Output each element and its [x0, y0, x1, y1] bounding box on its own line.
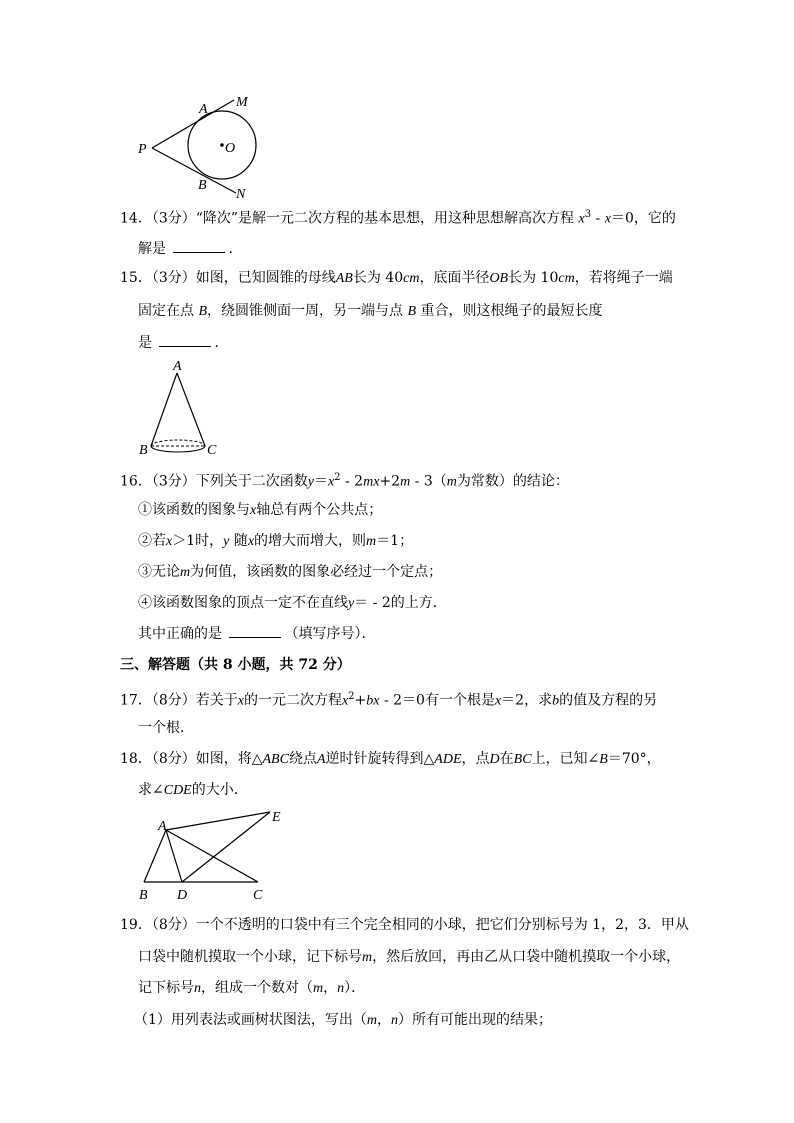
label-n: N: [236, 187, 246, 202]
tri-label-c: C: [253, 888, 263, 903]
q15-answer-blank[interactable]: [159, 334, 211, 347]
q15-ab: AB: [335, 271, 353, 286]
q16-t4: - 3（: [410, 473, 447, 490]
q15-t6: 固定在点: [138, 303, 199, 319]
q16-m: m: [400, 474, 411, 490]
q17-x3: x: [494, 693, 502, 709]
s3-a: ③无论: [138, 564, 180, 580]
q15-cm2: cm: [558, 271, 575, 286]
q18-ade: ADE: [434, 752, 462, 767]
s2-x: x: [166, 534, 173, 549]
s2-c: 随: [229, 533, 248, 549]
q15-cm1: cm: [403, 271, 420, 286]
q19-t9: ）所有可能出现的结果；: [398, 1012, 553, 1028]
q15-answer-label: 是: [138, 335, 157, 351]
q19-t1: 口袋中随机摸取一个小球，记下标号: [138, 949, 362, 965]
label-b: B: [198, 178, 207, 193]
q18-t3: 逆时针旋转得到△: [325, 751, 435, 767]
question-18-line-1: [120, 750, 661, 769]
q17-t6: 的值及方程的另: [559, 692, 658, 709]
s1-x: x: [250, 503, 257, 518]
tri-label-e: E: [272, 810, 281, 825]
q19-t5: ，: [323, 980, 338, 996]
q16-t3: +2: [379, 473, 401, 490]
q19-m3: m: [366, 1013, 378, 1028]
q18-t2: 绕点: [288, 751, 317, 767]
s1-b: 轴总有两个公共点；: [256, 502, 383, 518]
tri-label-b: B: [139, 888, 148, 903]
q19-t7: （1）用列表法或画树状图法，写出（: [134, 1012, 367, 1028]
q15-t1: 15．（3分）如图，已知圆锥的母线: [120, 270, 336, 286]
q17-t2: 的一元二次方程: [243, 692, 342, 709]
q16-t2: - 2: [340, 473, 364, 490]
q18-t8: 求∠: [138, 782, 164, 798]
s2-y: y: [223, 534, 230, 549]
q16-t1: 16．（3分）下列关于二次函数: [120, 473, 308, 490]
q17-exp: 2: [348, 691, 355, 702]
q17-t5: ＝2，求: [501, 692, 553, 709]
q19-t4: ，组成一个数对（: [201, 980, 313, 996]
q19-t6: ）．: [344, 980, 366, 996]
s2-a: ②若: [138, 533, 166, 549]
q15-t3: ，底面半径: [419, 270, 490, 286]
q15-period: ．: [214, 335, 229, 351]
q14-end: ＝0，它的: [610, 210, 676, 227]
s4-b: ＝ - 2的上方．: [354, 595, 447, 611]
q18-t1: 18．（8分）如图，将△: [120, 751, 263, 767]
q19-n3: n: [391, 1013, 399, 1028]
s4-a: ④该函数图象的顶点一定不在直线: [138, 595, 348, 611]
q18-t4: ，点: [461, 751, 490, 767]
tri-label-a: A: [158, 819, 167, 834]
tangent-pm: [152, 100, 234, 148]
q17-t3: +: [354, 692, 367, 709]
question-19-line-1: 19．（8分）一个不透明的口袋中有三个完全相同的小球，把它们分别标号为 1，2，3．甲从: [120, 917, 689, 933]
q15-t8: 重合，则这根绳子的最短长度: [416, 303, 603, 319]
q19-n: n: [194, 981, 201, 996]
label-a: A: [199, 102, 208, 117]
q15-t5: ，若将绳子一端: [574, 270, 673, 286]
s4-y: y: [348, 596, 355, 611]
s2-m: m: [366, 534, 377, 549]
q19-n2: n: [337, 981, 345, 996]
question-17-line-2: 一个根．: [138, 720, 194, 736]
s3-m: m: [180, 565, 191, 580]
q15-b1: B: [198, 304, 208, 319]
q14-exp: 3: [584, 209, 592, 220]
q18-t9: 的大小．: [191, 782, 248, 798]
q18-t7: ＝70°，: [607, 751, 661, 767]
q17-x: x: [237, 693, 244, 709]
question-15-line-3: [138, 334, 228, 352]
question-17-line-1: [120, 688, 657, 711]
q14-answer-blank[interactable]: [173, 240, 225, 253]
q16-y: y: [307, 474, 314, 490]
label-p: P: [138, 142, 147, 157]
q19-t2: ，然后放回，再由乙从口袋中随机摸取一个小球，: [372, 949, 681, 965]
s3-b: 为何值，该函数的图象必经过一个定点；: [190, 564, 443, 580]
q16-statement-1: [138, 501, 382, 520]
label-m: M: [236, 95, 248, 110]
q14-answer-label: 解是: [138, 241, 171, 257]
tangent-pn: [152, 148, 236, 193]
s2-x2: x: [247, 534, 255, 549]
q15-t2: 长为 40: [352, 270, 404, 286]
center-dot: [220, 143, 224, 147]
q18-t5: 在: [499, 751, 514, 767]
q16-t5: 为常数）的结论：: [456, 473, 569, 490]
q16-eq: ＝: [313, 473, 328, 490]
q18-abc: ABC: [262, 752, 289, 767]
q15-ob: OB: [489, 271, 509, 286]
q17-t1: 17．（8分）若关于: [120, 692, 238, 709]
s2-b: ＞1时，: [172, 533, 224, 549]
q18-bc: BC: [513, 752, 532, 767]
q16-statement-4: [138, 594, 447, 613]
s2-d: 的增大而增大，则: [254, 533, 367, 549]
question-16-line-1: [120, 469, 569, 492]
cone-label-a: A: [173, 359, 182, 374]
q17-t4: - 2＝0有一个根是: [379, 692, 495, 709]
q17-x2: x: [341, 693, 349, 709]
q18-b: B: [599, 752, 608, 767]
q16-statement-3: [138, 563, 442, 582]
s2-e: ＝1；: [376, 533, 414, 549]
q19-m2: m: [313, 981, 324, 996]
q16-answer-label: 其中正确的是: [138, 626, 227, 642]
question-18-line-2: [138, 781, 248, 800]
q17-bx: bx: [366, 693, 380, 709]
q14-text: 14．（3分）“降次”是解一元二次方程的基本思想，用这种思想解高次方程: [120, 210, 575, 227]
q16-answer-line: [138, 625, 375, 643]
q15-t7: ，绕圆锥侧面一周，另一端与点: [207, 303, 408, 319]
label-o: O: [225, 141, 236, 156]
question-15-line-1: [120, 269, 673, 288]
q14-var-x: x: [578, 211, 585, 227]
q18-t6: 上，已知∠: [531, 751, 600, 767]
q16-x: x: [327, 474, 335, 490]
s1-a: ①该函数的图象与: [138, 502, 250, 518]
tri-label-d: D: [177, 888, 188, 903]
q18-a: A: [316, 752, 326, 767]
q16-mx: mx: [363, 474, 380, 490]
q18-cde: CDE: [163, 783, 192, 798]
q19-m: m: [362, 950, 373, 965]
q17-b: b: [552, 693, 560, 709]
q16-answer-hint: （填写序号）．: [284, 626, 376, 642]
question-14-line-2: [138, 240, 242, 258]
question-15-line-2: [138, 302, 602, 321]
q19-t3: 记下标号: [138, 980, 194, 996]
cone-label-c: C: [207, 443, 217, 458]
question-19-line-2: [138, 948, 680, 967]
cone-figure: [151, 373, 205, 452]
q16-exp: 2: [334, 472, 341, 483]
q15-t4: 长为 10: [508, 270, 559, 286]
q16-answer-blank[interactable]: [229, 625, 281, 638]
question-19-line-4: [134, 1011, 552, 1030]
q18-d: D: [489, 752, 500, 767]
q19-t8: ，: [377, 1012, 392, 1028]
q14-minus: -: [591, 210, 605, 227]
q16-statement-2: [138, 532, 413, 551]
cone-label-b: B: [139, 443, 148, 458]
q16-m2: m: [446, 474, 457, 490]
question-19-line-3: [138, 979, 365, 998]
q14-var-x2: x: [604, 211, 611, 227]
q15-b2: B: [407, 304, 417, 319]
section-heading: 三、解答题（共 8 小题，共 72 分）: [120, 657, 351, 673]
q14-period: ．: [228, 241, 243, 257]
question-14-line-1: [120, 206, 676, 229]
